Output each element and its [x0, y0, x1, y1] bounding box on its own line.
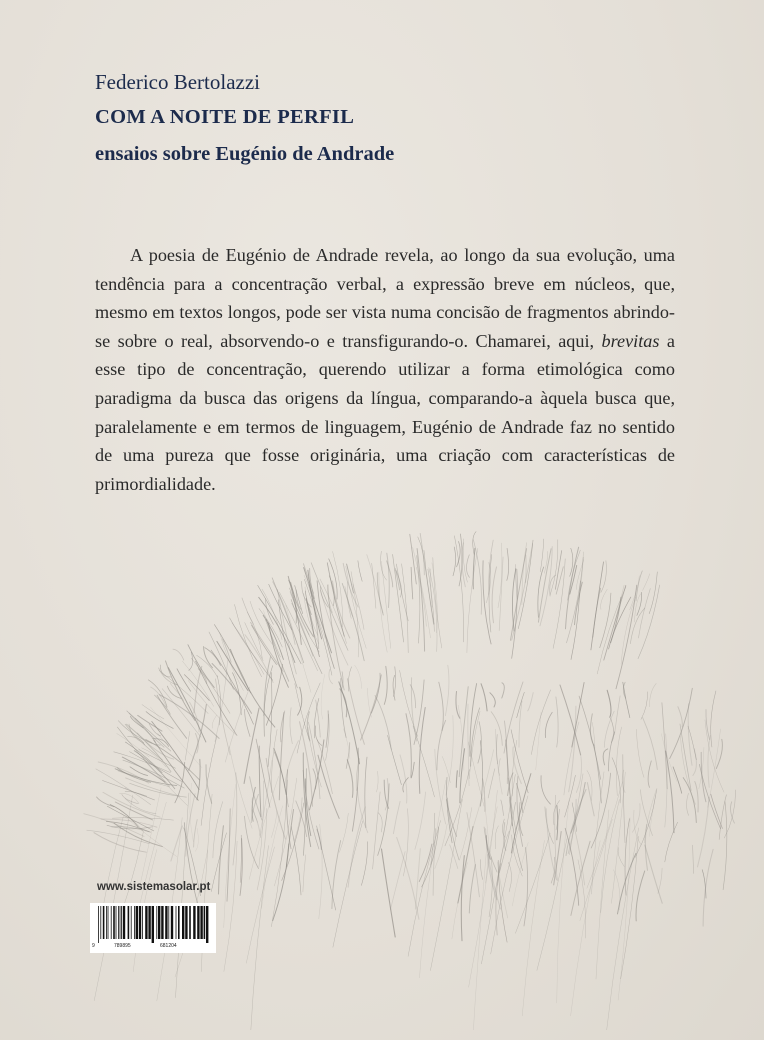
- blurb-part-2: a esse tipo de concentração, querendo utilizar a forma etimológica como paradigma da busca das origens da língua, comparando-a àquela busca que, paralelamente e em termos de linguagem, Eugénio de Andrade faz no sentido de uma pureza que fosse originária, uma criação com características de primordialidade.: [95, 330, 675, 494]
- isbn-barcode: [90, 903, 216, 953]
- barcode-digits-right: 681204: [160, 943, 177, 949]
- blurb-italic-term: brevitas: [601, 330, 660, 351]
- book-title: COM A NOITE DE PERFIL: [95, 106, 355, 128]
- book-subtitle: ensaios sobre Eugénio de Andrade: [95, 143, 395, 165]
- barcode-digits-left: 789895: [114, 943, 131, 949]
- publisher-website: www.sistemasolar.pt: [97, 881, 211, 893]
- blurb-text: [95, 241, 675, 498]
- blurb-part-1: A poesia de Eugénio de Andrade revela, ao longo da sua evolução, uma tendência para a concentração verbal, a expressão breve em núcleos, que, mesmo em textos longos, pode ser vista numa concisão de fragmentos abrindo-se sobre o real, absorvendo-o e transfigurando-o. Chamarei, aqui,: [95, 245, 675, 351]
- author-name: Federico Bertolazzi: [95, 70, 261, 94]
- barcode-digit-prefix: 9: [92, 943, 95, 949]
